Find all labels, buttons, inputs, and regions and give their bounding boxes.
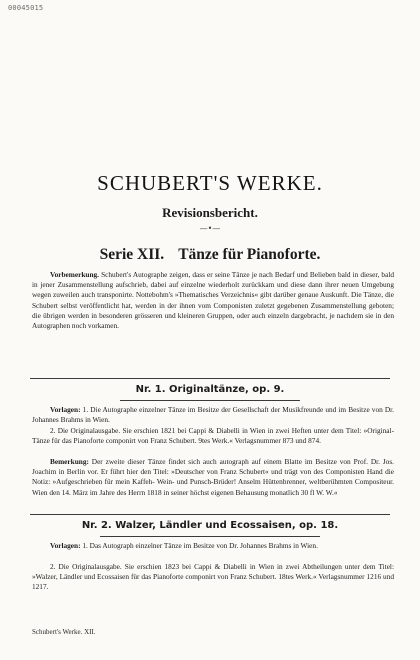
section-rule-bottom [120, 400, 300, 401]
preface-paragraph [32, 270, 394, 331]
section-rule-top [30, 514, 390, 515]
vorlagen-text: 1. Die Autographe einzelner Tänze im Besitze der Gesellschaft der Musikfreunde und im Besitze von Dr. Johannes Brahms in Wien. [32, 405, 394, 425]
section-bemerkung [32, 457, 394, 498]
section-heading-nr2: Nr. 2. Walzer, Ländler und Ecossaisen, op. 18. [81, 520, 339, 531]
section-rule-bottom [100, 536, 320, 537]
vorlagen-text: 1. Das Autograph einzelner Tänze im Besitze von Dr. Johannes Brahms in Wien. [80, 541, 318, 550]
preface-label: Vorbemerkung. [50, 270, 99, 279]
bemerkung-text: Der zweite dieser Tänze findet sich auch autograph auf einem Blatte im Besitze von Prof. Dr. Jos. Joachim in Berlin vor. Er führt hier den Titel: »Deutscher von Franz Schubert« und trägt von des Componisten Hand die Notiz: »Aufgeschrieben für mein Kaffeh- Wein- und Punsch-Brüder! Anselm Hüttenbrenner, weltberühmten Compositeur. Wien den 14. März im Jahre des Herrn 1818 in seiner höchst eigenen Behausung monatlich 30 fl W. W.« [32, 457, 394, 497]
section-rule-top [30, 378, 390, 379]
ornament-divider: —•— [199, 224, 221, 233]
archive-stamp: 00045015 [8, 4, 44, 12]
section-vorlagen-1 [32, 405, 394, 425]
page-title: SCHUBERT'S WERKE. [97, 171, 323, 195]
page-subtitle: Revisionsbericht. [162, 205, 258, 220]
section-vorlagen-2: 2. Die Originalausgabe. Sie erschien 1823 bei Cappi & Diabelli in Wien in zwei Abtheilungen unter dem Titel: »Walzer, Ländler und Ecossaisen für das Pianoforte componirt von Franz Schubert. 18tes Werk.« Verlagsnummer 1216 und 1217. [32, 562, 394, 592]
series-name: Tänze für Pianoforte. [178, 246, 321, 263]
preface-text: Schubert's Autographe zeigen, dass er seine Tänze je nach Bedarf und Belieben bald in dieser, bald in jener Zusammenstellung aufschrieb, dabei auf einzelne wiederholt zurückkam und diese dann ihrer neuen Umgebung wegen zuweilen auch transponirte. Nottebohm's »Thematisches Verzeichnis« gibt darüber genaue Auskunft. Die Tänze, die Schubert selbst veröffentlicht hat, werden in der ihnen vom Componisten zuletzt gegebenen Zusammenstellung geboten; die übrigen werden in besonderen grösseren und kleineren Gruppen, oder auch einzeln dargebracht, je nachdem sie in den Autographen noch vorkamen. [32, 270, 394, 331]
series-label: Serie XII. [99, 246, 165, 263]
vorlagen-label: Vorlagen: [50, 405, 81, 414]
section-vorlagen-1 [32, 541, 394, 551]
section-heading-nr1: Nr. 1. Originaltänze, op. 9. [135, 384, 285, 395]
bemerkung-label: Bemerkung: [50, 457, 89, 466]
section-vorlagen-2: 2. Die Originalausgabe. Sie erschien 1821 bei Cappi & Diabelli in Wien in zwei Heften unter dem Titel: »Original-Tänze für das Pianoforte componirt von Franz Schubert. 9tes Werk.« Verlagsnummer 873 und 874. [32, 426, 394, 446]
page-footer: Schubert's Werke. XII. [32, 628, 96, 636]
vorlagen-label: Vorlagen: [50, 541, 81, 550]
series-heading [0, 246, 420, 264]
